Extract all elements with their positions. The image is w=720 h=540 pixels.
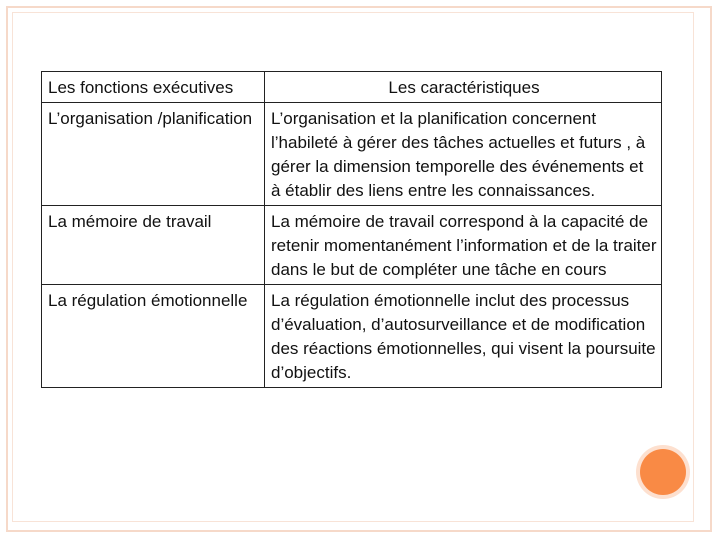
function-cell: L’organisation /planification bbox=[42, 103, 265, 206]
table-row bbox=[42, 206, 662, 285]
table-row bbox=[42, 103, 662, 206]
table-row bbox=[42, 285, 662, 388]
description-cell: La régulation émotionnelle inclut des processus d’évaluation, d’autosurveillance et de modification des réactions émotionnelles, qui visent la poursuite d’objectifs. bbox=[265, 285, 662, 388]
executive-functions-table bbox=[41, 71, 662, 388]
header-characteristics: Les caractéristiques bbox=[265, 72, 662, 103]
description-cell: La mémoire de travail correspond à la capacité de retenir momentanément l’information et de la traiter dans le but de compléter une tâche en cours bbox=[265, 206, 662, 285]
function-cell: La régulation émotionnelle bbox=[42, 285, 265, 388]
header-functions: Les fonctions exécutives bbox=[42, 72, 265, 103]
function-cell: La mémoire de travail bbox=[42, 206, 265, 285]
decorative-orange-circle bbox=[640, 449, 686, 495]
table-header-row bbox=[42, 72, 662, 103]
description-cell: L’organisation et la planification concernent l’habileté à gérer des tâches actuelles et futurs , à gérer la dimension temporelle des événements et à établir des liens entre les connaissances. bbox=[265, 103, 662, 206]
